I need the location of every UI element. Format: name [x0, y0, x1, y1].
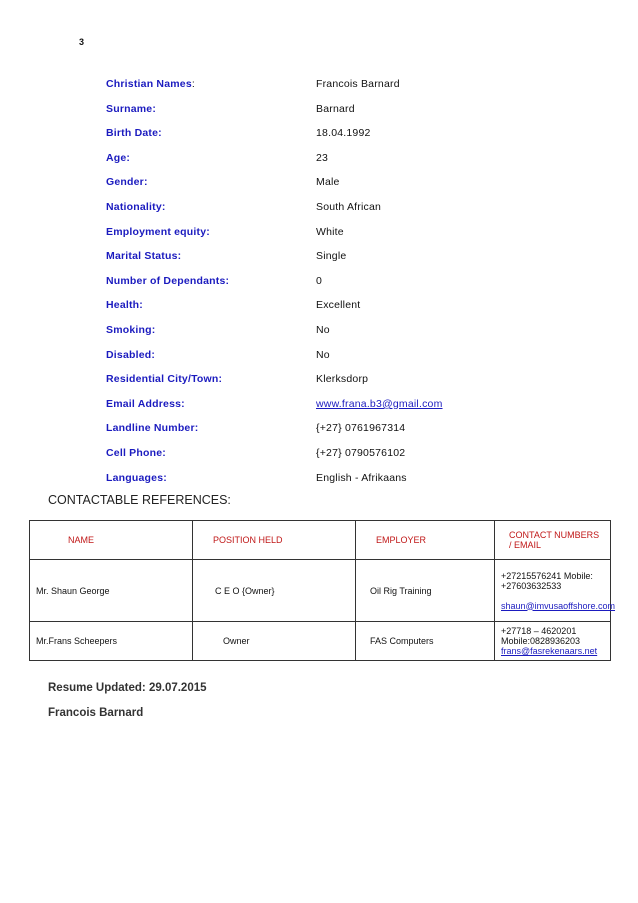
- reference-phone: +27718 – 4620201 Mobile:0828936203: [501, 626, 581, 646]
- detail-label: Residential City/Town:: [106, 373, 223, 386]
- column-header-contact: CONTACT NUMBERS / EMAIL: [495, 521, 611, 560]
- detail-row-cell-phone: [106, 447, 546, 472]
- detail-value: Klerksdorp: [316, 373, 369, 386]
- detail-value: 0: [316, 274, 323, 287]
- detail-row-email: [106, 398, 546, 423]
- column-header-position: POSITION HELD: [193, 521, 356, 560]
- detail-label: Email Address:: [106, 397, 185, 410]
- detail-value: Francois Barnard: [316, 78, 400, 90]
- detail-label: Employment equity:: [106, 225, 210, 238]
- reference-contact: [495, 622, 611, 661]
- detail-label: Marital Status:: [106, 250, 182, 263]
- detail-value: {+27} 0761967314: [316, 422, 406, 435]
- reference-email-link[interactable]: shaun@imvusaoffshore.com: [501, 600, 616, 611]
- detail-row-nationality: [106, 201, 546, 226]
- detail-row-age: [106, 152, 546, 177]
- detail-row-disabled: [106, 349, 546, 374]
- detail-value: Excellent: [316, 299, 361, 312]
- detail-row-marital-status: [106, 250, 546, 275]
- detail-label: Nationality:: [106, 200, 166, 213]
- detail-row-smoking: [106, 324, 546, 349]
- detail-value: No: [316, 348, 330, 361]
- detail-row-landline: [106, 422, 546, 447]
- detail-value: No: [316, 323, 330, 336]
- reference-employer: FAS Computers: [356, 622, 495, 661]
- detail-value: Male: [316, 176, 340, 189]
- detail-value: 23: [316, 151, 329, 164]
- detail-value: White: [316, 225, 344, 238]
- reference-name: Mr.Frans Scheepers: [30, 622, 193, 661]
- table-row: [30, 622, 611, 661]
- detail-label: Smoking:: [106, 323, 156, 336]
- detail-value: South African: [316, 200, 382, 213]
- detail-value: Barnard: [316, 102, 355, 115]
- detail-label: Disabled:: [106, 348, 156, 361]
- detail-row-birth-date: [106, 127, 546, 152]
- detail-row-residential-city: [106, 373, 546, 398]
- reference-contact: [495, 560, 616, 622]
- reference-position: C E O {Owner}: [193, 560, 356, 622]
- detail-value: 18.04.1992: [316, 127, 371, 140]
- reference-employer: Oil Rig Training: [356, 560, 495, 622]
- detail-label: Christian Names:: [106, 78, 195, 90]
- detail-row-surname: [106, 103, 546, 128]
- resume-updated: Resume Updated: 29.07.2015: [48, 682, 207, 694]
- detail-row-health: [106, 299, 546, 324]
- references-title: CONTACTABLE REFERENCES:: [48, 493, 231, 507]
- column-header-employer: EMPLOYER: [356, 521, 495, 560]
- detail-label: Birth Date:: [106, 127, 162, 140]
- detail-row-employment-equity: [106, 226, 546, 251]
- detail-label: Surname:: [106, 102, 157, 115]
- email-link[interactable]: www.frana.b3@gmail.com: [316, 397, 443, 410]
- table-row: [30, 560, 611, 622]
- page-number: 3: [79, 37, 85, 47]
- reference-name: Mr. Shaun George: [30, 560, 193, 622]
- detail-label: Landline Number:: [106, 422, 199, 435]
- author-name: Francois Barnard: [48, 707, 144, 719]
- detail-row-christian-names: [106, 78, 546, 103]
- detail-row-dependants: [106, 275, 546, 300]
- detail-value: Single: [316, 250, 347, 263]
- column-header-name: NAME: [30, 521, 193, 560]
- detail-label: Languages:: [106, 471, 167, 484]
- reference-email-link[interactable]: frans@fasrekenaars.net: [501, 646, 598, 656]
- reference-position: Owner: [193, 622, 356, 661]
- detail-row-gender: [106, 176, 546, 201]
- detail-label: Number of Dependants:: [106, 274, 230, 287]
- detail-label: Cell Phone:: [106, 446, 166, 459]
- detail-label: Health:: [106, 299, 143, 312]
- detail-label: Gender:: [106, 176, 148, 189]
- personal-details: [106, 78, 546, 496]
- detail-label: Age:: [106, 151, 131, 164]
- references-table: [29, 520, 616, 661]
- table-header-row: [30, 521, 611, 560]
- detail-value: {+27} 0790576102: [316, 446, 406, 459]
- detail-value: English - Afrikaans: [316, 471, 407, 484]
- reference-phone: +27215576241 Mobile: +27603632533: [501, 570, 593, 591]
